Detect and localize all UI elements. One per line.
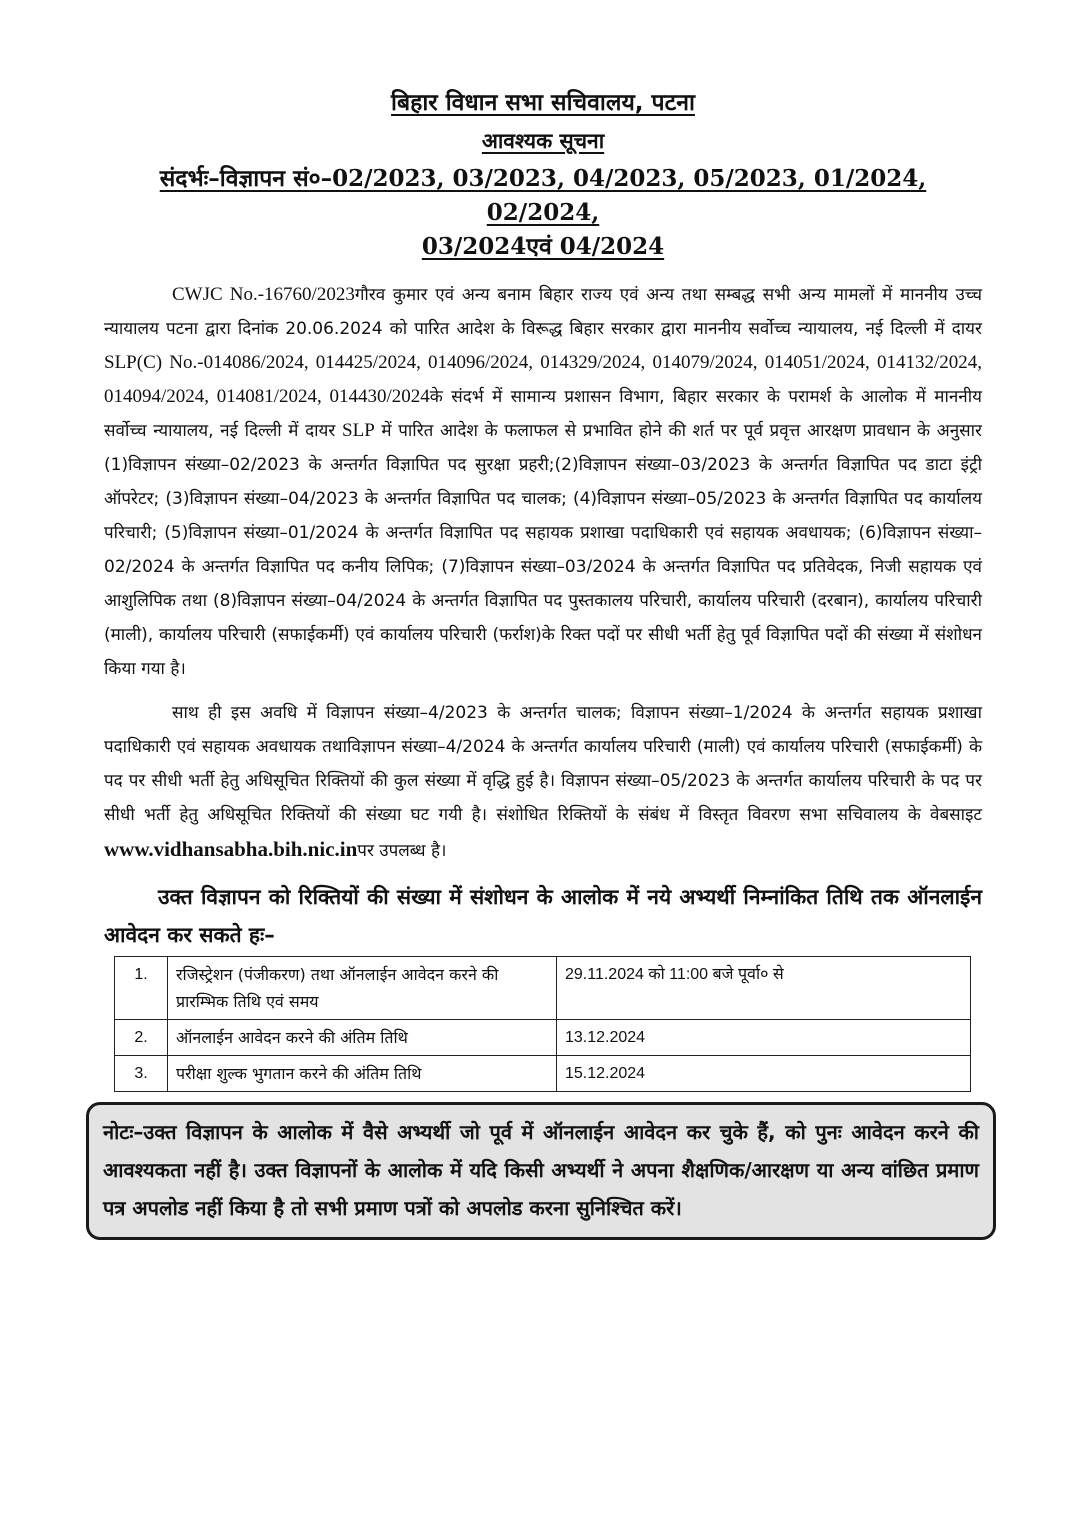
row-value: 15.12.2024: [557, 1056, 971, 1092]
paragraph-3: उक्त विज्ञापन को रिक्तियों की संख्या में संशोधन के आलोक में नये अभ्यर्थी निम्नांकित तिथि तक ऑनलाईन आवेदन कर सकते हः–: [104, 885, 982, 947]
notice-title: आवश्यक सूचना: [481, 129, 605, 153]
paragraph-1-text-c: में पारित आदेश के फलाफल से प्रभावित होने की शर्त पर पूर्व प्रवृत्त आरक्षण प्रावधान के अनुसार (1)विज्ञापन संख्या–02/2023 के अन्तर्गत विज्ञापित पद सुरक्षा प्रहरी;(2)विज्ञापन संख्या–03/2023 के अन्तर्गत विज्ञापित पद डाटा इंट्री ऑपरेटर; (3)विज्ञापन संख्या–04/2023 के अन्तर्गत विज्ञापित पद चालक; (4)विज्ञापन संख्या–05/2023 के अन्तर्गत विज्ञापित पद कार्यालय परिचारी; (5)विज्ञापन संख्या–01/2024 के अन्तर्गत विज्ञापित पद सहायक प्रशाखा पदाधिकारी एवं सहायक अवधायक; (6)विज्ञापन संख्या–02/2024 के अन्तर्गत विज्ञापित पद कनीय लिपिक; (7)विज्ञापन संख्या–03/2024 के अन्तर्गत विज्ञापित पद प्रतिवेदक, निजी सहायक एवं आशुलिपिक तथा (8)विज्ञापन संख्या–04/2024 के अन्तर्गत विज्ञापित पद पुस्तकालय परिचारी, कार्यालय परिचारी (दरबान), कार्यालय परिचारी (माली), कार्यालय परिचारी (सफाईकर्मी) एवं कार्यालय परिचारी (फर्राश)के रिक्त पदों पर सीधी भर्ती हेतु पूर्व विज्ञापित पदों की संख्या में संशोधन किया गया है।: [104, 421, 982, 679]
table-row: [115, 1056, 971, 1092]
case-number: CWJC No.-16760/2023: [172, 284, 355, 305]
reference-line-2: 03/2024एवं 04/2024: [421, 233, 665, 260]
reference-line-1: संदर्भः–विज्ञापन सं०–02/2023, 03/2023, 04/2023, 05/2023, 01/2024, 02/2024,: [159, 165, 927, 226]
notice-document: [104, 86, 982, 1240]
paragraph-1-text-b: के संदर्भ में सामान्य प्रशासन विभाग, बिहार सरकार के परामर्श के आलोक में माननीय सर्वोच्च न्यायालय, नई दिल्ली में दायर: [104, 387, 982, 441]
paragraph-2-text-a: साथ ही इस अवधि में विज्ञापन संख्या–4/2023 के अन्तर्गत चालक; विज्ञापन संख्या–1/2024 के अन्तर्गत सहायक प्रशाखा पदाधिकारी एवं सहायक अवधायक तथाविज्ञापन संख्या–4/2024 के अन्तर्गत कार्यालय परिचारी (माली) एवं कार्यालय परिचारी (सफाईकर्मी) के पद पर सीधी भर्ती हेतु अधिसूचित रिक्तियों की कुल संख्या में वृद्धि हुई है। विज्ञापन संख्या–05/2023 के अन्तर्गत कार्यालय परिचारी के पद पर सीधी भर्ती हेतु अधिसूचित रिक्तियों की संख्या घट गयी है। संशोधित रिक्तियों के संबंध में विस्तृत विवरण सभा सचिवालय के वेबसाइट: [104, 703, 982, 825]
row-label: रजिस्ट्रेशन (पंजीकरण) तथा ऑनलाईन आवेदन करने की प्रारम्भिक तिथि एवं समय: [168, 957, 557, 1020]
slp-label: SLP: [342, 420, 375, 441]
row-number: 1.: [115, 957, 168, 1020]
website-link[interactable]: www.vidhansabha.bih.nic.in: [104, 837, 358, 861]
note-box: नोटः–उक्त विज्ञापन के आलोक में वैसे अभ्यर्थी जो पूर्व में ऑनलाईन आवेदन कर चुके हैं, को पुनः आवेदन करने की आवश्यकता नहीं है। उक्त विज्ञापनों के आलोक में यदि किसी अभ्यर्थी ने अपना शैक्षणिक/आरक्षण या अन्य वांछित प्रमाण पत्र अपलोड नहीं किया है तो सभी प्रमाण पत्रों को अपलोड करना सुनिश्चित करें।: [86, 1102, 996, 1240]
table-row: [115, 1020, 971, 1056]
paragraph-1: [104, 278, 982, 686]
row-value: 29.11.2024 को 11:00 बजे पूर्वा० से: [557, 957, 971, 1020]
row-label: ऑनलाईन आवेदन करने की अंतिम तिथि: [168, 1020, 557, 1056]
row-value: 13.12.2024: [557, 1020, 971, 1056]
paragraph-1-text-a: गौरव कुमार एवं अन्य बनाम बिहार राज्य एवं अन्य तथा सम्बद्ध सभी अन्य मामलों में माननीय उच्च न्यायालय पटना द्वारा दिनांक 20.06.2024 को पारित आदेश के विरूद्ध बिहार सरकार द्वारा माननीय सर्वोच्च न्यायालय, नई दिल्ली में दायर: [104, 285, 982, 339]
row-number: 3.: [115, 1056, 168, 1092]
schedule-table: [114, 956, 971, 1092]
row-number: 2.: [115, 1020, 168, 1056]
paragraph-2-text-b: पर उपलब्ध है।: [357, 841, 447, 861]
table-row: [115, 957, 971, 1020]
slp-numbers: SLP(C) No.-014086/2024, 014425/2024, 014096/2024, 014329/2024, 014079/2024, 014051/2024, 014132/2024, 014094/2024, 014081/2024, 014430/2024: [104, 352, 982, 407]
row-label: परीक्षा शुल्क भुगतान करने की अंतिम तिथि: [168, 1056, 557, 1092]
office-title: बिहार विधान सभा सचिवालय, पटना: [391, 90, 695, 116]
paragraph-2: [104, 696, 982, 868]
